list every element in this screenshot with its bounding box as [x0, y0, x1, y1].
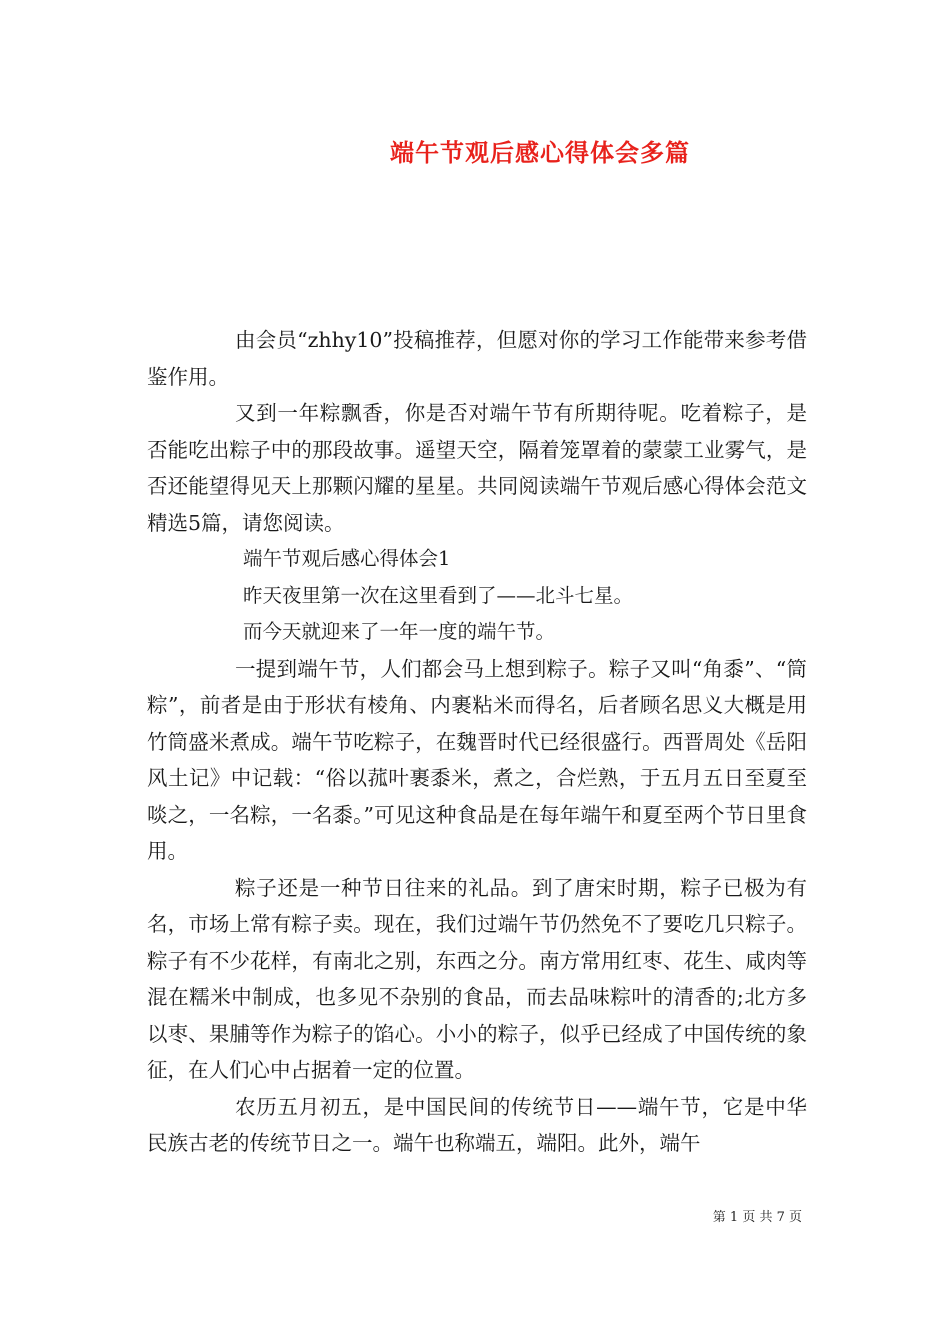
page-number: 第 1 页 共 7 页 — [712, 1210, 802, 1225]
paragraph-festival: 农历五月初五，是中国民间的传统节日——端午节，它是中华民族古老的传统节日之一。端午也称端五，端阳。此外，端午 — [147, 1094, 807, 1155]
document-body — [147, 322, 807, 1162]
section-heading: 端午节观后感心得体会1 — [243, 547, 451, 570]
document-title: 端午节观后感心得体会多篇 — [390, 138, 690, 167]
paragraph-line: 而今天就迎来了一年一度的端午节。 — [243, 620, 556, 643]
paragraph-intro: 由会员“zhhy10”投稿推荐，但愿对你的学习工作能带来参考借鉴作用。 — [147, 328, 807, 389]
paragraph-zongzi: 一提到端午节，人们都会马上想到粽子。粽子又叫“角黍”、“筒粽”，前者是由于形状有棱角、内裹粘米而得名，后者顾名思义大概是用竹筒盛米煮成。端午节吃粽子，在魏晋时代已经很盛行。西晋周处《岳阳风土记》中记载：“俗以菰叶裹黍米，煮之，合烂熟，于五月五日至夏至啖之，一名粽，一名黍。”可见这种食品是在每年端午和夏至两个节日里食用。 — [147, 656, 807, 863]
paragraph-preface: 又到一年粽飘香，你是否对端午节有所期待呢。吃着粽子，是否能吃出粽子中的那段故事。遥望天空，隔着笼罩着的蒙蒙工业雾气，是否还能望得见天上那颗闪耀的星星。共同阅读端午节观后感心得体会范文精选5篇，请您阅读。 — [147, 401, 807, 535]
paragraph-gift: 粽子还是一种节日往来的礼品。到了唐宋时期，粽子已极为有名，市场上常有粽子卖。现在，我们过端午节仍然免不了要吃几只粽子。粽子有不少花样，有南北之别，东西之分。南方常用红枣、花生、咸肉等混在糯米中制成，也多见不杂别的食品，而去品味粽叶的清香的;北方多以枣、果脯等作为粽子的馅心。小小的粽子，似乎已经成了中国传统的象征，在人们心中占据着一定的位置。 — [147, 875, 807, 1082]
paragraph-line: 昨天夜里第一次在这里看到了——北斗七星。 — [243, 583, 634, 607]
